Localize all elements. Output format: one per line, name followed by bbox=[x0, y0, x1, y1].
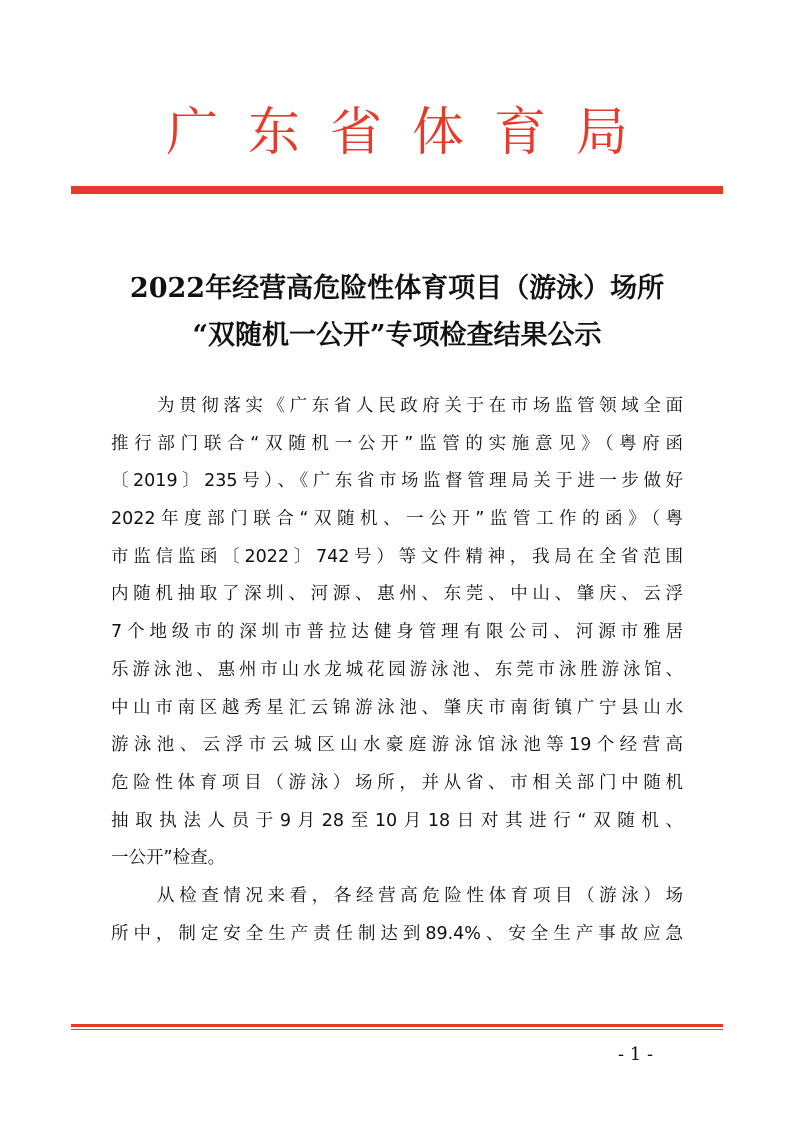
body-line: 推行部门联合“双随机一公开”监管的实施意见》（粤府函 bbox=[111, 433, 683, 454]
body-line: 内随机抽取了深圳、河源、惠州、东莞、中山、肇庆、云浮 bbox=[111, 584, 683, 605]
body-line: 乐游泳池、惠州市山水龙城花园游泳池、东莞市泳胜游泳馆、 bbox=[111, 659, 683, 680]
body-line: 市监信监函〔2022〕742号）等文件精神，我局在全省范围 bbox=[111, 546, 683, 567]
header-divider bbox=[71, 186, 723, 194]
document-title-line-1: 2022年经营高危险性体育项目（游泳）场所 bbox=[129, 273, 665, 304]
body-line: 危险性体育项目（游泳）场所，并从省、市相关部门中随机 bbox=[111, 772, 683, 793]
body-line: 为贯彻落实《广东省人民政府关于在市场监管领域全面 bbox=[157, 396, 683, 416]
organization-header: 广东省体育局 bbox=[165, 103, 658, 163]
body-line: 游泳池、云浮市云城区山水豪庭游泳馆泳池等19个经营高 bbox=[111, 735, 683, 756]
document-title-line-2: “双随机一公开”专项检查结果公示 bbox=[192, 320, 602, 351]
page-number: - 1 - bbox=[618, 1044, 654, 1065]
body-line: 从检查情况来看，各经营高危险性体育项目（游泳）场 bbox=[157, 885, 683, 906]
footer-divider-thin bbox=[71, 1029, 723, 1030]
body-line: 抽取执法人员于9月28至10月18日对其进行“双随机、 bbox=[111, 810, 683, 831]
body-line: 〔2019〕235号）、《广东省市场监督管理局关于进一步做好 bbox=[111, 471, 683, 492]
body-line: 7个地级市的深圳市普拉达健身管理有限公司、河源市雅居 bbox=[111, 622, 683, 643]
body-line: 一公开”检查。 bbox=[111, 848, 226, 869]
footer-divider-thick bbox=[71, 1024, 723, 1027]
body-line: 中山市南区越秀星汇云锦游泳池、肇庆市南街镇广宁县山水 bbox=[111, 697, 683, 718]
body-line: 所中，制定安全生产责任制达到89.4%、安全生产事故应急 bbox=[111, 923, 683, 944]
body-line: 2022年度部门联合“双随机、一公开”监管工作的函》（粤 bbox=[111, 509, 683, 530]
document-body bbox=[111, 388, 683, 953]
